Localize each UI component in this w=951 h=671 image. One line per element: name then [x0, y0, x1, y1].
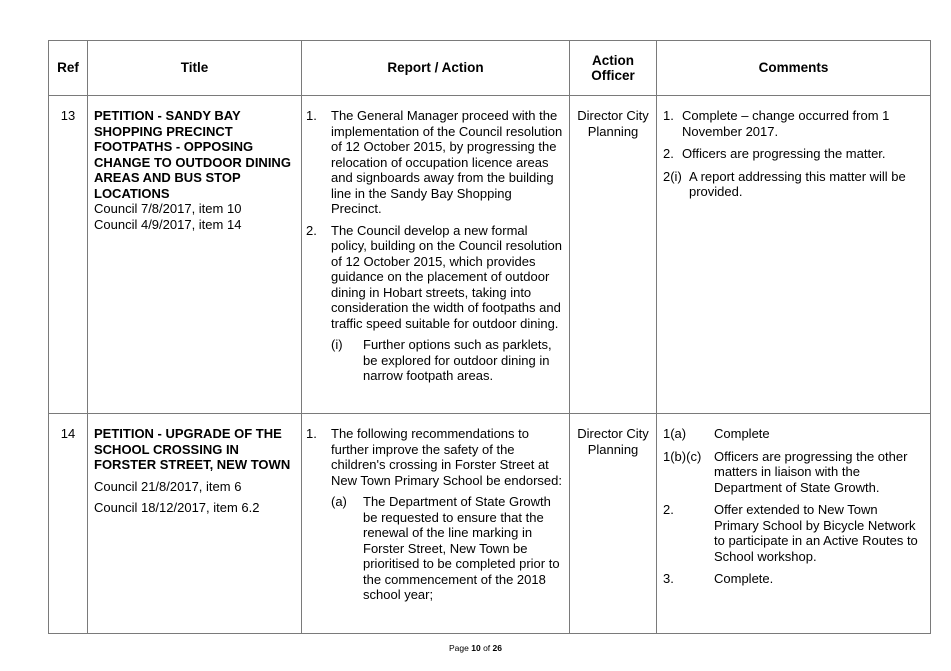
item-text: The Council develop a new formal policy, building on the Council resolution of 12 October 2015, which provides guidance on the placement of outdoor dining in Hobart streets, taking into consideration the width of footpaths and traffic speed suitable for outdoor dining.: [331, 222, 563, 331]
comment-text: Officers are progressing the matter.: [682, 146, 886, 161]
report-item: [306, 426, 563, 603]
comment-item: [663, 108, 924, 139]
header-title: Title: [88, 41, 302, 96]
comment-number: 2.: [663, 502, 674, 517]
comment-item: [663, 169, 924, 200]
page-footer: [0, 643, 951, 653]
comment-number: 2.: [663, 146, 674, 161]
comments-cell: [657, 414, 931, 634]
comments-cell: [657, 96, 931, 414]
report-cell: [302, 96, 570, 414]
officer-cell: Director City Planning: [570, 414, 657, 634]
ref-cell: 14: [49, 414, 88, 634]
comment-item: [663, 426, 924, 442]
header-ref: Ref: [49, 41, 88, 96]
subitem-text: Further options such as parklets, be explored for outdoor dining in narrow footpath areas.: [363, 337, 552, 383]
comment-text: Complete – change occurred from 1 November 2017.: [682, 108, 890, 139]
title-cell: [88, 96, 302, 414]
comment-item: [663, 146, 924, 162]
ref-cell: 13: [49, 96, 88, 414]
action-table: [48, 40, 931, 634]
page-number: 10: [471, 643, 481, 653]
title-cell: [88, 414, 302, 634]
report-subitem: [331, 337, 563, 384]
council-ref: Council 18/12/2017, item 6.2: [94, 500, 260, 515]
item-text: The following recommendations to further improve the safety of the children's crossing in Forster Street at New Town Primary School be endorsed:: [331, 426, 562, 488]
subitem-text: The Department of State Growth be requested to ensure that the renewal of the line marking in Forster Street, New Town be prioritised to be completed prior to the commencement of the 2018 school year;: [363, 494, 560, 602]
table-row: [49, 414, 931, 634]
comment-item: [663, 449, 924, 496]
report-item: [306, 223, 563, 384]
comment-number: 3.: [663, 571, 674, 586]
report-item: [306, 108, 563, 217]
table-row: [49, 96, 931, 414]
item-text: The General Manager proceed with the implementation of the Council resolution of 12 October 2015, by progressing the relocation of occupation licence areas and signboards away from the building line in the Sandy Bay Shopping Precinct.: [331, 108, 563, 216]
report-cell: [302, 414, 570, 634]
footer-of: of: [480, 643, 493, 653]
header-officer: Action Officer: [570, 41, 657, 96]
report-subitem: [331, 494, 563, 603]
header-report: Report / Action: [302, 41, 570, 96]
comment-number: 1(b)(c): [663, 448, 702, 464]
comment-text: A report addressing this matter will be provided.: [689, 168, 906, 199]
item-heading: PETITION - SANDY BAY SHOPPING PRECINCT FOOTPATHS - OPPOSING CHANGE TO OUTDOOR DINING AREAS AND BUS STOP LOCATIONS: [94, 108, 291, 201]
comment-item: [663, 502, 924, 564]
header-row: [49, 41, 931, 96]
comment-number: 1(a): [663, 426, 687, 441]
comment-text: Officers are progressing the other matters in liaison with the Department of State Growth.: [714, 448, 908, 495]
item-number: 2.: [306, 222, 317, 238]
council-ref: Council 4/9/2017, item 14: [94, 216, 242, 232]
comment-text: Complete.: [714, 571, 774, 586]
comment-number: 1.: [663, 108, 674, 123]
footer-prefix: Page: [449, 643, 472, 653]
header-comments: Comments: [657, 41, 931, 96]
item-number: 1.: [306, 426, 317, 441]
comment-text: Offer extended to New Town Primary School by Bicycle Network to participate in an Active Routes to School workshop.: [714, 502, 918, 564]
comment-item: [663, 571, 924, 587]
subitem-number: (a): [331, 494, 347, 509]
officer-cell: Director City Planning: [570, 96, 657, 414]
council-ref: Council 7/8/2017, item 10: [94, 201, 242, 216]
page-total: 26: [492, 643, 502, 653]
item-heading: PETITION - UPGRADE OF THE SCHOOL CROSSING IN FORSTER STREET, NEW TOWN: [94, 426, 291, 472]
item-number: 1.: [306, 108, 317, 123]
comment-number: 2(i): [663, 168, 682, 184]
subitem-number: (i): [331, 337, 343, 352]
council-ref: Council 21/8/2017, item 6: [94, 478, 242, 494]
comment-text: Complete: [714, 426, 770, 441]
